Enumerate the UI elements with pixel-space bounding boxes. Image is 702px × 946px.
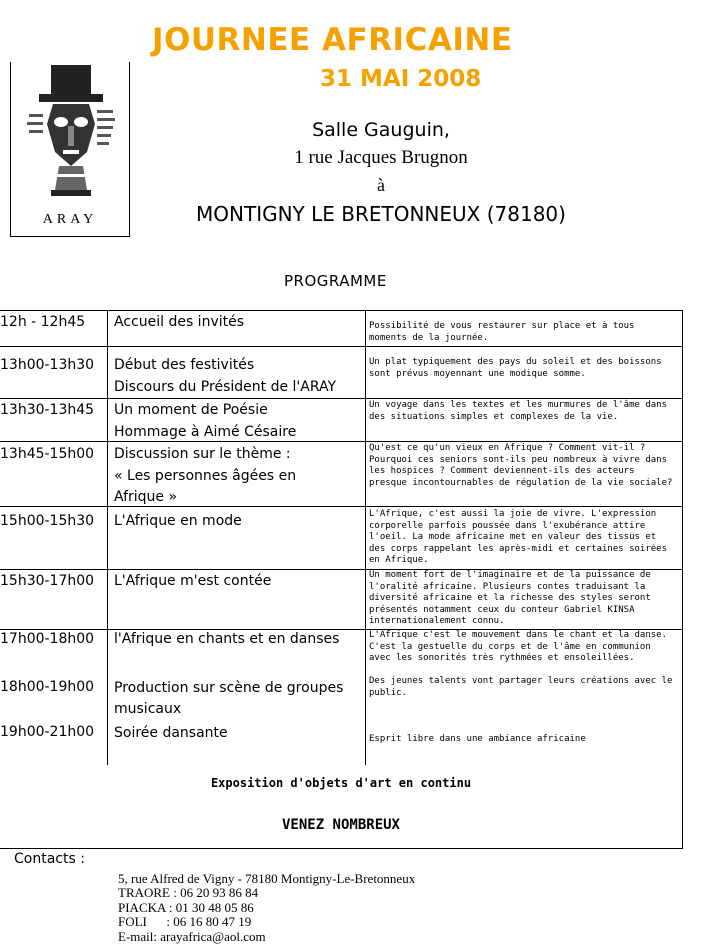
- row-activity: l'Afrique en chants et en danses: [114, 631, 340, 647]
- row-activity: musicaux: [114, 701, 182, 717]
- row-description: Un moment fort de l'imaginaire et de la puissance de l'oralité africaine. Plusieurs contes traduisant la diversité africaine et la richesse des styles seront présentés notamment ceux du conteur Gabriel KINSA internationalement connu.: [369, 570, 651, 626]
- event-date: 31 MAI 2008: [320, 66, 482, 92]
- contact-traore: TRAORE : 06 20 93 86 84: [118, 885, 259, 900]
- contact-email[interactable]: E-mail: arayafrica@aol.com: [118, 929, 266, 944]
- column-divider: [365, 311, 366, 765]
- row-description: Des jeunes talents vont partager leurs créations avec le public.: [369, 676, 673, 698]
- contact-piacka: PIACKA : 01 30 48 05 86: [118, 900, 254, 915]
- row-divider: [0, 398, 682, 399]
- row-time: 13h00-13h30: [0, 357, 95, 373]
- row-divider: [0, 506, 682, 507]
- row-time: 15h00-15h30: [0, 513, 95, 529]
- row-description: Un voyage dans les textes et les murmures de l'âme dans des situations simples et complexes de la vie.: [369, 400, 668, 422]
- contact-address: 5, rue Alfred de Vigny - 78180 Montigny-Le-Bretonneux: [118, 871, 416, 886]
- row-time: 15h30-17h00: [0, 573, 95, 589]
- row-activity: Un moment de Poésie: [114, 402, 268, 418]
- row-time: 13h30-13h45: [0, 402, 95, 418]
- row-description: L'Afrique, c'est aussi la joie de vivre. L'expression corporelle parfois poussée dans l'exubérance attire l'oeil. La mode africaine met en valeur des tissus et des corps rappelant les après-midi et certaines soirées en Afrique.: [369, 509, 668, 565]
- exhibition-note: Exposition d'objets d'art en continu: [210, 776, 472, 790]
- contacts-label: Contacts :: [14, 851, 85, 867]
- row-activity: L'Afrique m'est contée: [114, 573, 272, 589]
- row-description: Esprit libre dans une ambiance africaine: [369, 734, 586, 744]
- row-time: 12h - 12h45: [0, 314, 86, 330]
- venue-city: MONTIGNY LE BRETONNEUX (78180): [196, 202, 566, 226]
- contact-foli: FOLI : 06 16 80 47 19: [118, 914, 252, 929]
- logo-text: ARAY: [42, 212, 98, 227]
- row-time: 18h00-19h00: [0, 679, 95, 695]
- venez-nombreux: VENEZ NOMBREUX: [281, 817, 400, 833]
- row-activity: Début des festivités: [114, 357, 255, 373]
- row-time: 17h00-18h00: [0, 631, 95, 647]
- venue-street: 1 rue Jacques Brugnon: [294, 147, 468, 168]
- row-description: Possibilité de vous restaurer sur place et à tous moments de la journée.: [369, 321, 635, 343]
- row-activity: L'Afrique en mode: [114, 513, 242, 529]
- row-activity: Soirée dansante: [114, 725, 228, 741]
- row-divider: [0, 441, 682, 442]
- row-activity: Discours du Président de l'ARAY: [114, 379, 337, 395]
- row-activity: « Les personnes âgées en: [114, 468, 297, 484]
- event-title: JOURNEE AFRICAINE: [152, 22, 513, 58]
- row-activity: Accueil des invités: [114, 314, 245, 330]
- row-activity: Afrique »: [114, 489, 178, 505]
- row-description: Un plat typiquement des pays du soleil et des boissons sont prévus moyennant une modique somme.: [369, 357, 662, 379]
- programme-table: [0, 310, 683, 849]
- row-activity: Hommage à Aimé Césaire: [114, 424, 297, 440]
- venue-hall: Salle Gauguin,: [312, 119, 450, 141]
- venue-a: à: [377, 175, 385, 195]
- column-divider: [107, 311, 108, 765]
- programme-heading: PROGRAMME: [284, 272, 387, 290]
- row-activity: Discussion sur le thème :: [114, 446, 291, 462]
- row-time: 13h45-15h00: [0, 446, 95, 462]
- row-activity: Production sur scène de groupes: [114, 680, 344, 696]
- row-description: Qu'est ce qu'un vieux en Afrique ? Comment vit-il ? Pourquoi ces seniors sont-ils peu nombreux à vivre dans les hospices ? Comment deviennent-ils des acteurs presque incontournables de régulation de la vie sociale?: [369, 443, 673, 488]
- row-description: L'Afrique c'est le mouvement dans le chant et la danse. C'est la gestuelle du corps et de l'âme en communion avec les sonorités très rythmées et ensoleillées.: [369, 630, 668, 663]
- row-time: 19h00-21h00: [0, 724, 95, 740]
- row-divider: [0, 346, 682, 347]
